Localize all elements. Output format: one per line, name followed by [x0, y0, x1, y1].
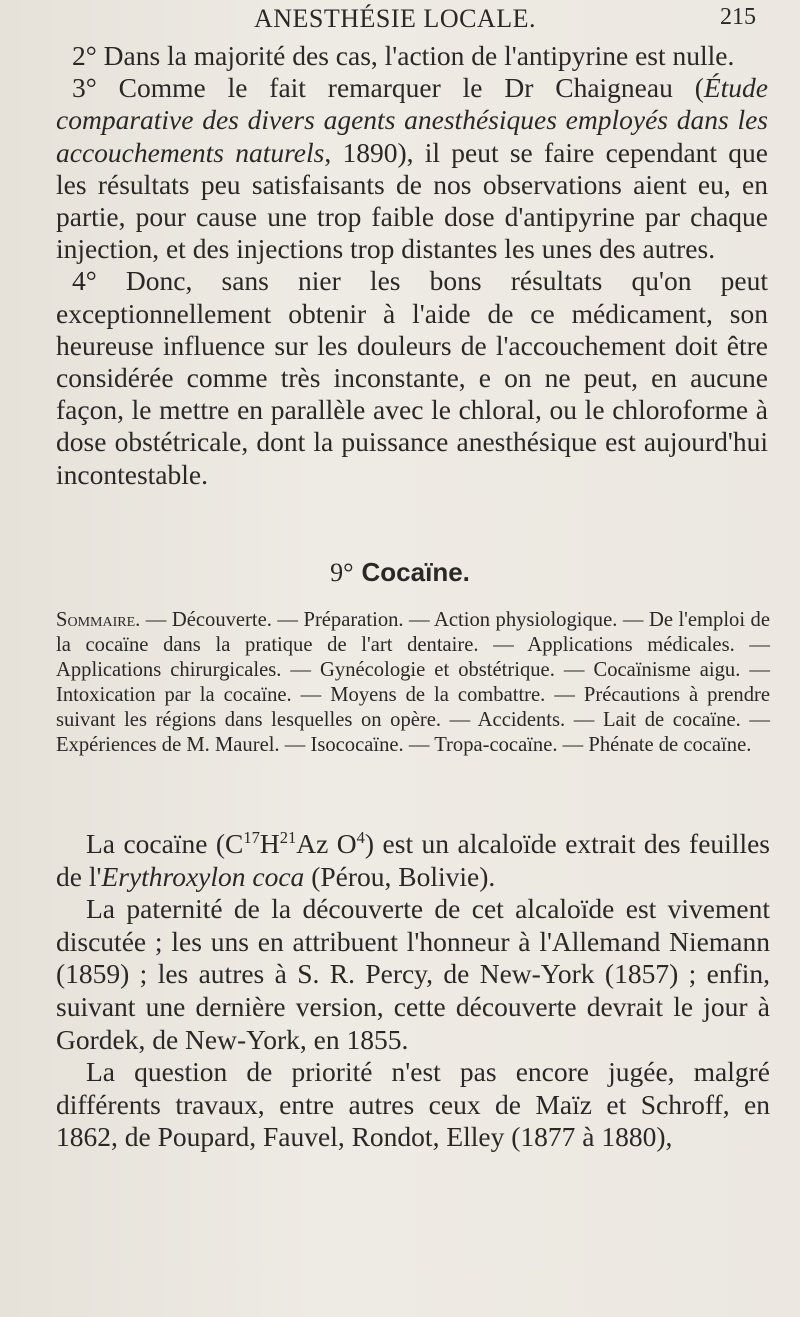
page-header: [56, 4, 776, 44]
paragraph-2: [56, 40, 768, 72]
paragraph-text: , 1890), il peut se faire cependant que les résultats peu satisfaisants de nos observations aient eu, en partie, pour cause une trop faible dose d'antipyrine par chaque injection, et des injections trop distantes les unes des autres.: [56, 136, 768, 265]
text-run: H: [259, 828, 280, 859]
paragraph-cocaine-formula: [56, 828, 770, 893]
species-name: Erythroxylon coca: [101, 860, 305, 892]
paragraph-text: Donc, sans nier les bons résultats qu'on peut exceptionnellement obtenir à l'aide de ce médicament, son heureuse influence sur les douleurs de l'accouchement doit être considérée comme très inconstante, e on ne peut, en aucune façon, le mettre en parallèle avec le chloral, ou le chloroforme à dose obstétricale, dont la puissance anesthésique est aujourd'hui incontestable.: [56, 265, 768, 490]
paragraph-priority: La question de priorité n'est pas encore jugée, malgré différents travaux, entre autres ceux de Maïz et Schroff, en 1862, de Poupard, Fauvel, Rondot, Elley (1877 à 1880),: [56, 1056, 770, 1153]
superscript: 4: [356, 827, 365, 847]
paragraph-number: 4°: [72, 265, 97, 297]
text-run: (Pérou, Bolivie).: [304, 860, 496, 892]
paragraph-text: Comme le fait remarquer le Dr Chaigneau (: [118, 72, 704, 104]
paragraph-number: 3°: [72, 72, 97, 104]
cited-title: Étude comparative des divers agents anesthésiques employés dans les accouchements naturels: [56, 72, 769, 168]
paragraph-3: [56, 72, 768, 265]
summary-label: Sommaire.: [56, 609, 141, 631]
superscript: 17: [243, 827, 260, 847]
summary-text: — Découverte. — Préparation. — Action physiologique. — De l'emploi de la cocaïne dans la pratique de l'art dentaire. — Applications médicales. — Applications chirurgicales. — Gynécologie et obstétrique. — Cocaïnisme aigu. — Intoxication par la cocaïne. — Moyens de la combattre. — Précautions à prendre suivant les régions dans lesquelles on opère. — Accidents. — Lait de cocaïne. — Expériences de M. Maurel. — Isococaïne. — Tropa-cocaïne. — Phénate de cocaïne.: [56, 609, 770, 756]
text-run: La cocaïne (C: [86, 828, 244, 859]
section-title: Cocaïne.: [361, 557, 470, 587]
body-text-top: [56, 40, 768, 491]
paragraph-4: [56, 265, 768, 490]
body-text-bottom: [56, 828, 770, 1154]
running-title: ANESTHÉSIE LOCALE.: [254, 4, 536, 33]
paragraph-paternity: La paternité de la découverte de cet alcaloïde est vivement discutée ; les uns en attribuent l'honneur à l'Allemand Niemann (1859) ; les autres à S. R. Percy, de New-York (1857) ; enfin, suivant une dernière version, cette découverte devrait le jour à Gordek, de New-York, en 1855.: [56, 893, 770, 1055]
paragraph-text: Dans la majorité des cas, l'action de l'antipyrine est nulle.: [103, 40, 735, 71]
section-number: 9°: [330, 558, 354, 587]
text-run: ) est un alcaloïde extrait des feuilles de l': [56, 828, 770, 892]
text-run: Az O: [296, 828, 357, 859]
section-summary: [56, 608, 770, 758]
page-number: 215: [720, 4, 756, 30]
paragraph-number: 2°: [72, 40, 97, 71]
section-heading: [0, 557, 800, 588]
superscript: 21: [279, 827, 297, 847]
